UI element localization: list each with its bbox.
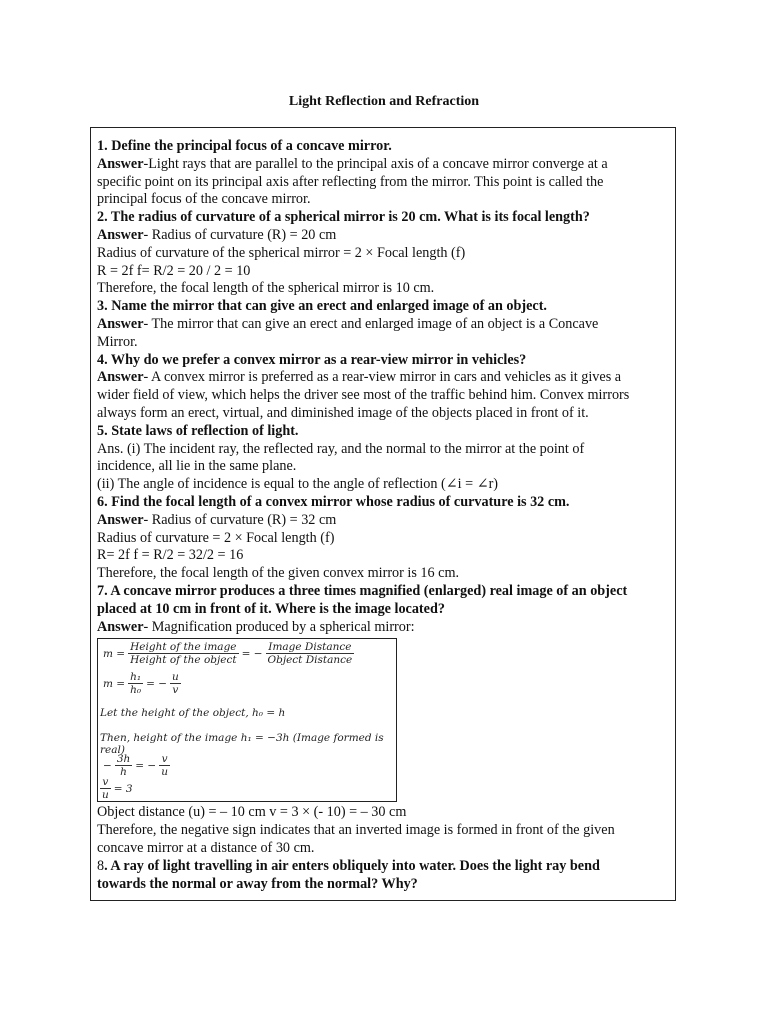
answer-line <box>97 316 669 334</box>
answer-label: Answer <box>97 226 144 243</box>
eq-denominator: Object Distance <box>267 654 353 667</box>
question-line: 2. The radius of curvature of a spherical mirror is 20 cm. What is its focal length? <box>97 209 590 226</box>
answer-line <box>97 156 669 174</box>
answer-text: - The mirror that can give an erect and enlarged image of an object is a Concave <box>143 315 599 332</box>
eq-numerator: h₁ <box>130 671 142 684</box>
equation-magnification-ratio <box>100 641 354 666</box>
eq-denominator: h₀ <box>130 684 142 697</box>
question-number: 8 <box>97 857 105 874</box>
question-line: 5. State laws of reflection of light. <box>97 422 299 439</box>
question-line: 6. Find the focal length of a convex mirror whose radius of curvature is 32 cm. <box>97 493 570 510</box>
eq-numerator: u <box>172 671 179 684</box>
equation-substitution <box>100 753 170 778</box>
question-line: 7. A concave mirror produces a three times magnified (enlarged) real image of an object <box>97 582 628 599</box>
question-line: 1. Define the principal focus of a concave mirror. <box>97 138 392 154</box>
equation-object-height: Let the height of the object, h₀ = h <box>100 707 286 720</box>
eq-denominator: Height of the object <box>130 654 237 667</box>
text-line: incidence, all lie in the same plane. <box>97 458 297 475</box>
question-text: . A ray of light travelling in air enters obliquely into water. Does the light ray bend <box>104 857 600 874</box>
answer-text: - Magnification produced by a spherical mirror: <box>143 618 415 635</box>
answer-line <box>97 227 669 245</box>
text-line: Radius of curvature of the spherical mirror = 2 × Focal length (f) <box>97 244 466 261</box>
eq-term: = − <box>135 759 157 772</box>
eq-numerator: Image Distance <box>266 641 355 654</box>
answer-label: Answer <box>97 155 144 172</box>
eq-numerator: Height of the image <box>128 641 238 654</box>
text-line: principal focus of the concave mirror. <box>97 191 311 208</box>
text-line: R= 2f f = R/2 = 32/2 = 16 <box>97 547 244 564</box>
equation-image-height: Then, height of the image h₁ = −3h (Image formed is real) <box>100 732 384 757</box>
answer-label: Answer <box>97 369 144 386</box>
answer-text: - A convex mirror is preferred as a rear-view mirror in cars and vehicles as it gives a <box>143 369 622 386</box>
text-line: Therefore, the focal length of the given convex mirror is 16 cm. <box>97 565 460 582</box>
answer-text: -Light rays that are parallel to the principal axis of a concave mirror converge at a <box>143 155 608 172</box>
eq-denominator: u <box>102 789 109 802</box>
text-line: Therefore, the negative sign indicates that an inverted image is formed in front of the given <box>97 822 615 839</box>
text-line: specific point on its principal axis after reflecting from the mirror. This point is called the <box>97 173 604 190</box>
question-answer-box <box>90 127 676 901</box>
text-line: Ans. (i) The incident ray, the reflected ray, and the normal to the mirror at the point of <box>97 440 585 457</box>
text-line: Object distance (u) = – 10 cm v = 3 × (- 10) = – 30 cm <box>97 804 407 821</box>
magnification-equation-image <box>97 638 397 802</box>
text-line: concave mirror at a distance of 30 cm. <box>97 839 315 856</box>
text-line: always form an erect, virtual, and diminished image of the objects placed in front of it. <box>97 404 589 421</box>
question-line: towards the normal or away from the normal? Why? <box>97 875 418 892</box>
question-line: placed at 10 cm in front of it. Where is the image located? <box>97 600 445 617</box>
answer-text: - Radius of curvature (R) = 32 cm <box>143 511 337 528</box>
text-line: wider field of view, which helps the driver see most of the traffic behind him. Convex mirrors <box>97 387 630 404</box>
qa-lines-after <box>97 804 669 893</box>
text-line: Radius of curvature = 2 × Focal length (f) <box>97 529 335 546</box>
eq-denominator: v <box>172 684 179 697</box>
eq-term: = 3 <box>113 782 133 795</box>
eq-numerator: v <box>159 753 170 766</box>
eq-denominator: h <box>120 766 127 779</box>
eq-denominator: u <box>161 766 168 779</box>
eq-term: = − <box>146 677 168 690</box>
eq-numerator: v <box>100 776 111 789</box>
qa-lines <box>97 138 669 636</box>
eq-term: m = <box>103 647 126 660</box>
answer-label: Answer <box>97 315 144 332</box>
answer-line <box>97 619 669 637</box>
question-line: 3. Name the mirror that can give an erect and enlarged image of an object. <box>97 298 547 315</box>
eq-numerator: 3h <box>116 753 131 766</box>
text-line: (ii) The angle of incidence is equal to the angle of reflection (∠i = ∠r) <box>97 476 499 493</box>
question-line: 4. Why do we prefer a convex mirror as a rear-view mirror in vehicles? <box>97 351 527 368</box>
eq-term: m = <box>103 677 126 690</box>
answer-text: - Radius of curvature (R) = 20 cm <box>143 226 337 243</box>
question-line <box>97 858 669 876</box>
answer-line <box>97 369 669 387</box>
equation-height-ratio <box>100 671 181 696</box>
answer-label: Answer <box>97 618 144 635</box>
page-title: Light Reflection and Refraction <box>288 94 480 109</box>
text-line: Mirror. <box>97 333 138 350</box>
equation-result <box>100 776 136 801</box>
text-line: Therefore, the focal length of the spherical mirror is 10 cm. <box>97 280 435 297</box>
answer-label: Answer <box>97 511 144 528</box>
answer-line <box>97 512 669 530</box>
eq-term: − <box>103 759 112 772</box>
text-line: R = 2f f= R/2 = 20 / 2 = 10 <box>97 262 251 279</box>
eq-term: = − <box>241 647 263 660</box>
